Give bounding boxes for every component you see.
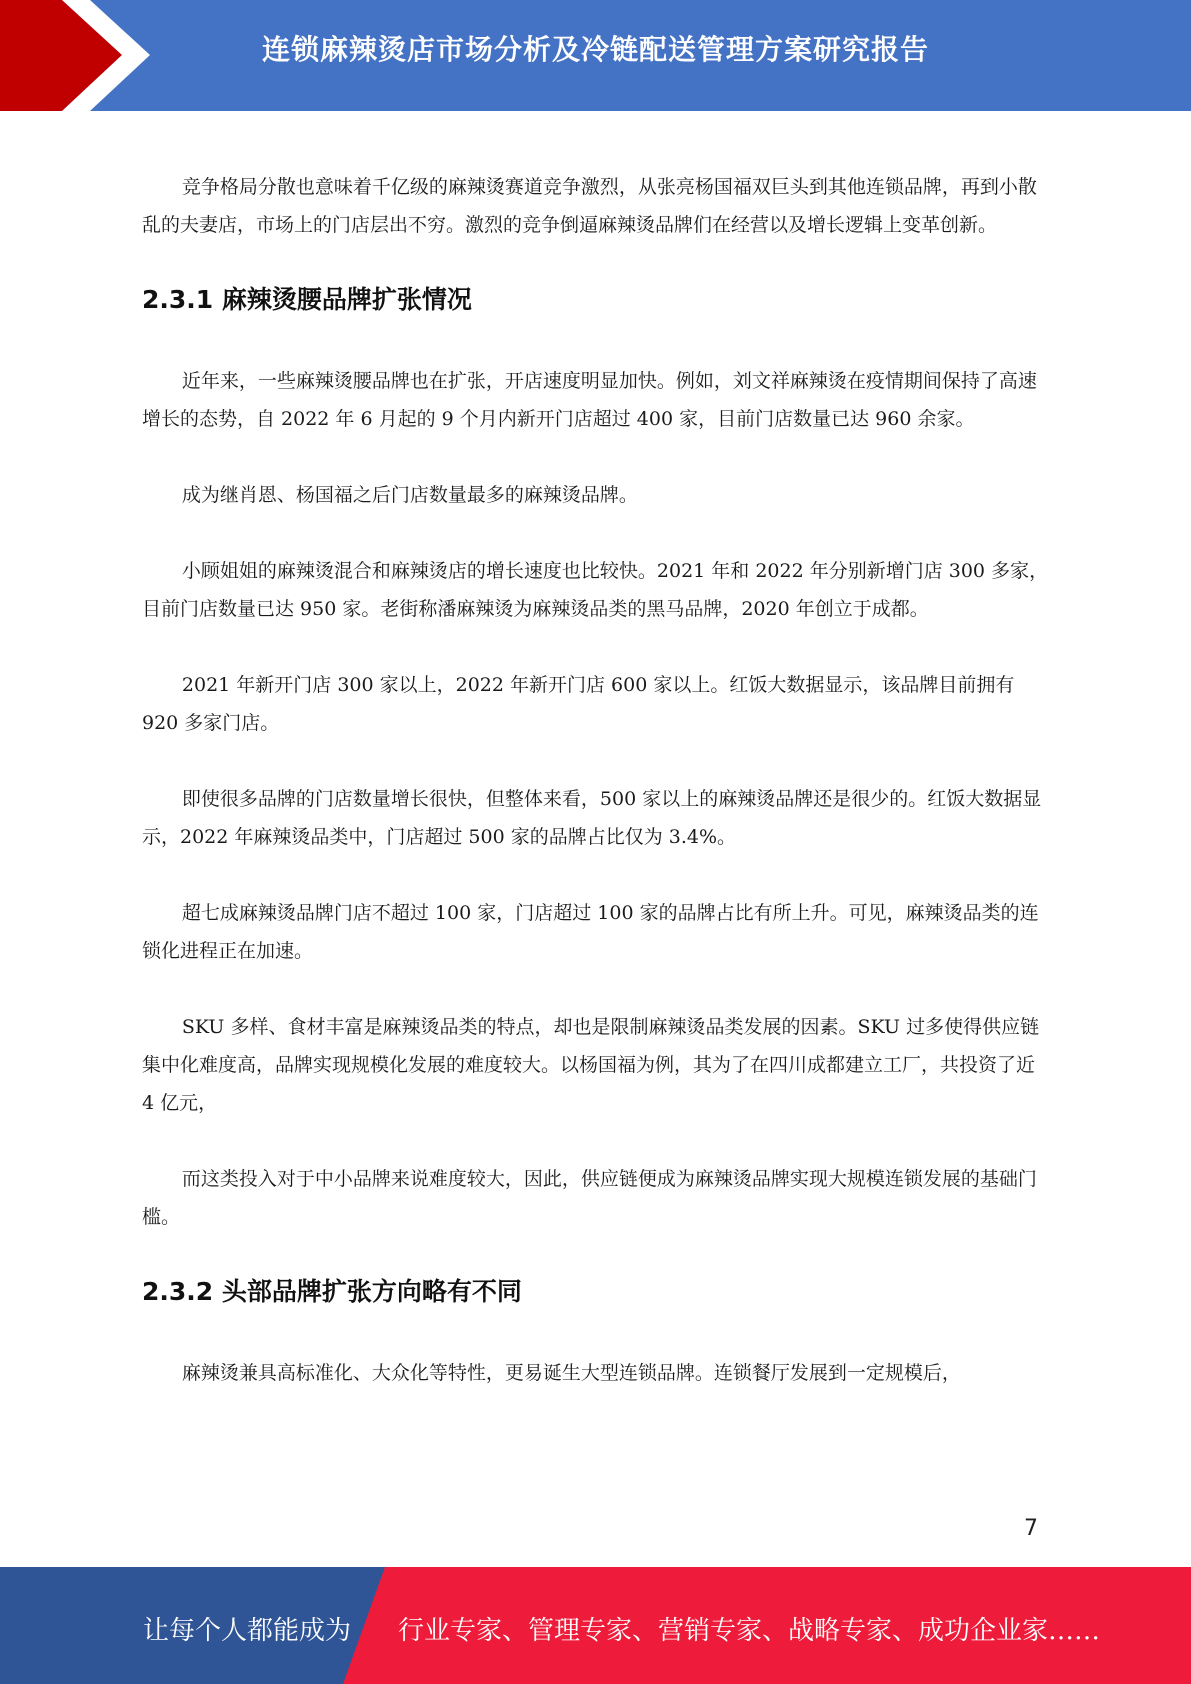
footer-slogan-left: 让每个人都能成为 (143, 1616, 352, 1646)
paragraph-sku: SKU 多样、食材丰富是麻辣烫品类的特点，却也是限制麻辣烫品类发展的因素。SKU 过多使得供应链集中化难度高，品牌实现规模化发展的难度较大。以杨国福为例，其为了在四川成都建立工厂，共投资了近 4 亿元， (142, 1016, 1040, 1114)
section-heading-2-3-1: 2.3.1 麻辣烫腰品牌扩张情况 (142, 285, 472, 314)
paragraph-supply-chain: 而这类投入对于中小品牌来说难度较大，因此，供应链便成为麻辣烫品牌实现大规模连锁发展的基础门槛。 (142, 1168, 1037, 1228)
paragraph-waist-brands: 近年来，一些麻辣烫腰品牌也在扩张，开店速度明显加快。例如，刘文祥麻辣烫在疫情期间保持了高速增长的态势，自 2022 年 6 月起的 9 个月内新开门店超过 400 家，目前门店数量已达 960 余家。 (142, 370, 1037, 430)
report-footer (0, 1567, 1191, 1684)
page-content (142, 168, 1050, 1392)
paragraph-standardization: 麻辣烫兼具高标准化、大众化等特性，更易诞生大型连锁品牌。连锁餐厅发展到一定规模后， (181, 1362, 961, 1384)
paragraph-third-largest: 成为继肖恩、杨国福之后门店数量最多的麻辣烫品牌。 (181, 484, 638, 506)
paragraph-competition: 竞争格局分散也意味着千亿级的麻辣烫赛道竞争激烈，从张亮杨国福双巨头到其他连锁品牌，再到小散乱的夫妻店，市场上的门店层出不穷。激烈的竞争倒逼麻辣烫品牌们在经营以及增长逻辑上变革创新。 (142, 176, 1037, 236)
section-heading-2-3-2: 2.3.2 头部品牌扩张方向略有不同 (142, 1277, 522, 1306)
header-arrow-decoration (0, 0, 160, 111)
paragraph-100-stores: 超七成麻辣烫品牌门店不超过 100 家，门店超过 100 家的品牌占比有所上升。可见，麻辣烫品类的连锁化进程正在加速。 (142, 902, 1039, 962)
report-title: 连锁麻辣烫店市场分析及冷链配送管理方案研究报告 (262, 33, 930, 66)
report-header (0, 0, 1191, 111)
paragraph-new-stores: 2021 年新开门店 300 家以上，2022 年新开门店 600 家以上。红饭大数据显示，该品牌目前拥有 920 多家门店。 (142, 674, 1015, 734)
paragraph-500-stores: 即使很多品牌的门店数量增长很快，但整体来看，500 家以上的麻辣烫品牌还是很少的。红饭大数据显示，2022 年麻辣烫品类中，门店超过 500 家的品牌占比仅为 3.4%。 (142, 788, 1042, 848)
page-number: 7 (1024, 1516, 1038, 1541)
footer-slogan-right: 行业专家、管理专家、营销专家、战略专家、成功企业家…… (398, 1616, 1101, 1646)
paragraph-xiaogu-jiejie: 小顾姐姐的麻辣烫混合和麻辣烫店的增长速度也比较快。2021 年和 2022 年分别新增门店 300 多家，目前门店数量已达 950 家。老街称潘麻辣烫为麻辣烫品类的黑马品牌，2020 年创立于成都。 (142, 560, 1049, 620)
